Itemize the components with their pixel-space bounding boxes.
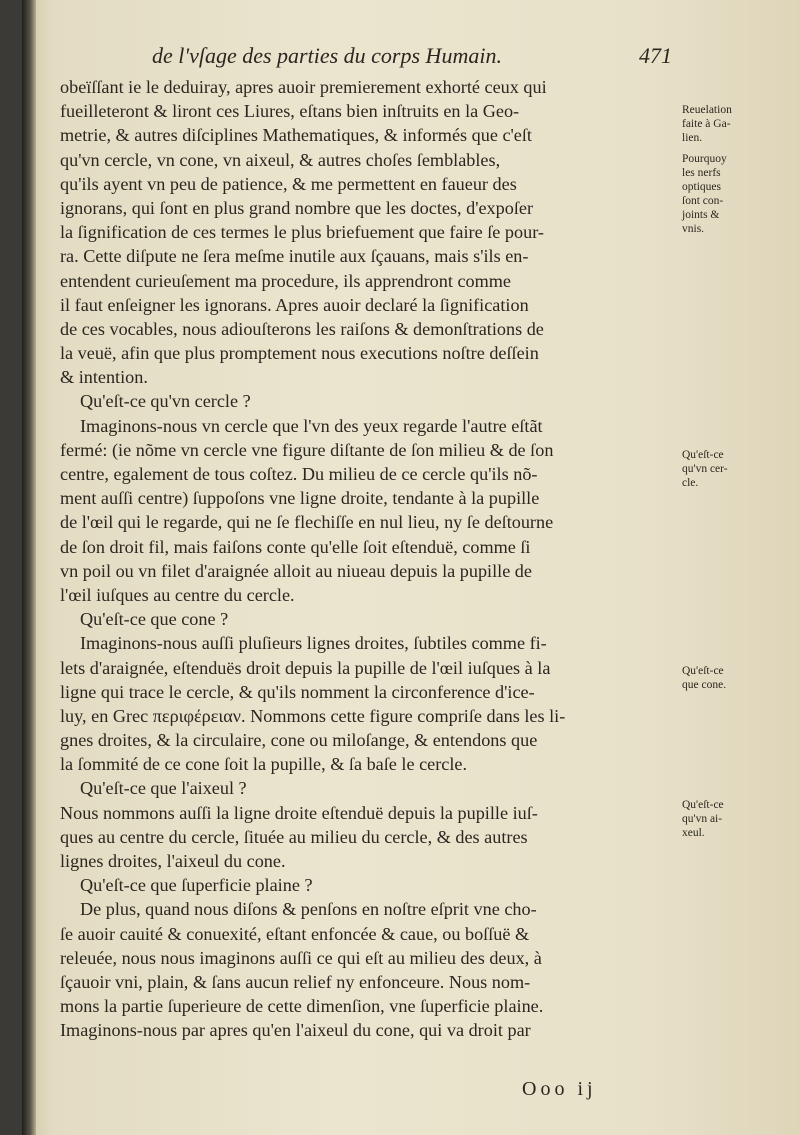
book-page bbox=[22, 0, 800, 1135]
question-heading: Qu'eſt-ce qu'vn cercle ? bbox=[80, 391, 251, 412]
question-heading: Qu'eſt-ce que cone ? bbox=[80, 609, 229, 630]
text-line: fueilleteront & liront ces Liures, eſtans bien inſtruits en la Geo- bbox=[60, 101, 520, 122]
text-line: ligne qui trace le cercle, & qu'ils nomment la circonference d'ice- bbox=[60, 681, 535, 702]
margin-note bbox=[682, 103, 772, 145]
text-line: Imaginons-nous vn cercle que l'vn des yeux regarde l'autre eſtãt bbox=[80, 415, 543, 436]
margin-note-line: lien. bbox=[682, 132, 703, 144]
text-line: la ſignification de ces termes le plus briefuement que faire ſe pour- bbox=[60, 222, 544, 243]
margin-note-line: vnis. bbox=[682, 223, 705, 235]
margin-note-line: ſont con- bbox=[682, 195, 724, 207]
text-line: & intention. bbox=[60, 367, 148, 388]
text-line: Nous nommons auſſi la ligne droite eſtenduë depuis la pupille iuſ- bbox=[60, 802, 538, 823]
margin-note-line: les nerfs bbox=[682, 167, 721, 179]
text-line: la veuë, afin que plus promptement nous executions noſtre deſſein bbox=[60, 343, 539, 364]
margin-note bbox=[682, 448, 772, 490]
margin-note-line: xeul. bbox=[682, 827, 705, 839]
margin-note bbox=[682, 798, 772, 840]
margin-note-line: qu'vn ai- bbox=[682, 813, 723, 825]
signature-mark: Ooo ij bbox=[522, 1078, 597, 1100]
margin-note-line: Qu'eſt-ce bbox=[682, 799, 724, 811]
margin-note-line: Qu'eſt-ce bbox=[682, 665, 724, 677]
text-line: Imaginons-nous auſſi pluſieurs lignes droites, ſubtiles comme fi- bbox=[80, 633, 547, 654]
margin-note-line: Qu'eſt-ce bbox=[682, 449, 724, 461]
text-line: il faut enſeigner les ignorans. Apres auoir declaré la ſignification bbox=[60, 294, 529, 315]
book-spine-shadow bbox=[22, 0, 36, 1135]
text-line: ra. Cette diſpute ne ſera meſme inutile aux ſçauans, mais s'ils en- bbox=[60, 246, 529, 267]
margin-note-line: joints & bbox=[682, 209, 720, 221]
text-line: lignes droites, l'aixeul du cone. bbox=[60, 851, 286, 871]
margin-note bbox=[682, 664, 772, 692]
text-line: lets d'araignée, eſtenduës droit depuis la pupille de l'œil iuſques à la bbox=[60, 657, 551, 678]
margin-note-line: faite à Ga- bbox=[682, 118, 731, 130]
running-header bbox=[152, 43, 672, 69]
text-line: de ſon droit fil, mais faiſons conte qu'elle ſoit eſtenduë, comme ſi bbox=[60, 536, 531, 557]
margin-note-line: Pourquoy bbox=[682, 153, 727, 165]
text-line: metrie, & autres diſciplines Mathematiques, & informés que c'eſt bbox=[60, 125, 532, 146]
margin-note-line: qu'vn cer- bbox=[682, 463, 728, 475]
running-title: de l'vſage des parties du corps Humain. bbox=[152, 43, 502, 68]
margin-note-line: optiques bbox=[682, 181, 721, 193]
text-line: l'œil iuſques au centre du cercle. bbox=[60, 584, 295, 605]
margin-note-line: cle. bbox=[682, 477, 699, 489]
text-line: ques au centre du cercle, ſituée au milieu du cercle, & des autres bbox=[60, 826, 528, 847]
text-line: ment auſſi centre) ſuppoſons vne ligne droite, tendante à la pupille bbox=[60, 488, 540, 509]
text-line: la ſommité de ce cone ſoit la pupille, & ſa baſe le cercle. bbox=[60, 754, 468, 775]
question-heading: Qu'eſt-ce que ſuperficie plaine ? bbox=[80, 875, 313, 896]
page-number: 471 bbox=[639, 43, 672, 68]
text-line: entendent curieuſement ma procedure, ils apprendront comme bbox=[60, 270, 511, 291]
text-line: Imaginons-nous par apres qu'en l'aixeul du cone, qui va droit par bbox=[60, 1020, 531, 1041]
body-text bbox=[60, 75, 675, 1043]
text-line: qu'ils ayent vn peu de patience, & me permettent en faueur des bbox=[60, 173, 517, 194]
margin-note bbox=[682, 152, 772, 236]
margin-note-line: Reuelation bbox=[682, 104, 732, 116]
text-line: qu'vn cercle, vn cone, vn aixeul, & autres choſes ſemblables, bbox=[60, 149, 501, 170]
text-line: de l'œil qui le regarde, qui ne ſe flechiſſe en nul lieu, ny ſe deſtourne bbox=[60, 512, 554, 533]
text-line: ſçauoir vni, plain, & ſans aucun relief ny enfonceure. Nous nom- bbox=[60, 971, 531, 992]
text-line: releuée, nous nous imaginons auſſi ce qui eſt au milieu des deux, à bbox=[60, 947, 542, 968]
text-line: De plus, quand nous diſons & penſons en noſtre eſprit vne cho- bbox=[80, 899, 537, 920]
text-line: ſe auoir cauité & conuexité, eſtant enfoncée & caue, ou boſſuë & bbox=[60, 923, 530, 944]
text-line: gnes droites, & la circulaire, cone ou miloſange, & entendons que bbox=[60, 730, 538, 751]
question-heading: Qu'eſt-ce que l'aixeul ? bbox=[80, 778, 247, 799]
text-line: ignorans, qui ſont en plus grand nombre que les doctes, d'expoſer bbox=[60, 197, 534, 218]
text-line: vn poil ou vn filet d'araignée alloit au niueau depuis la pupille de bbox=[60, 560, 532, 581]
text-line: centre, egalement de tous coſtez. Du milieu de ce cercle qu'ils nõ- bbox=[60, 464, 538, 484]
text-line: mons la partie ſuperieure de cette dimenſion, vne ſuperficie plaine. bbox=[60, 996, 544, 1017]
text-line: obeïſſant ie le deduiray, apres auoir premierement exhorté ceux qui bbox=[60, 77, 547, 97]
margin-note-line: que cone. bbox=[682, 679, 727, 691]
text-line: de ces vocables, nous adiouſterons les raiſons & demonſtrations de bbox=[60, 318, 544, 339]
text-line: luy, en Grec περιφέρειαν. Nommons cette figure compriſe dans les li- bbox=[60, 705, 566, 726]
text-line: fermé: (ie nõme vn cercle vne figure diſtante de ſon milieu & de ſon bbox=[60, 439, 554, 460]
